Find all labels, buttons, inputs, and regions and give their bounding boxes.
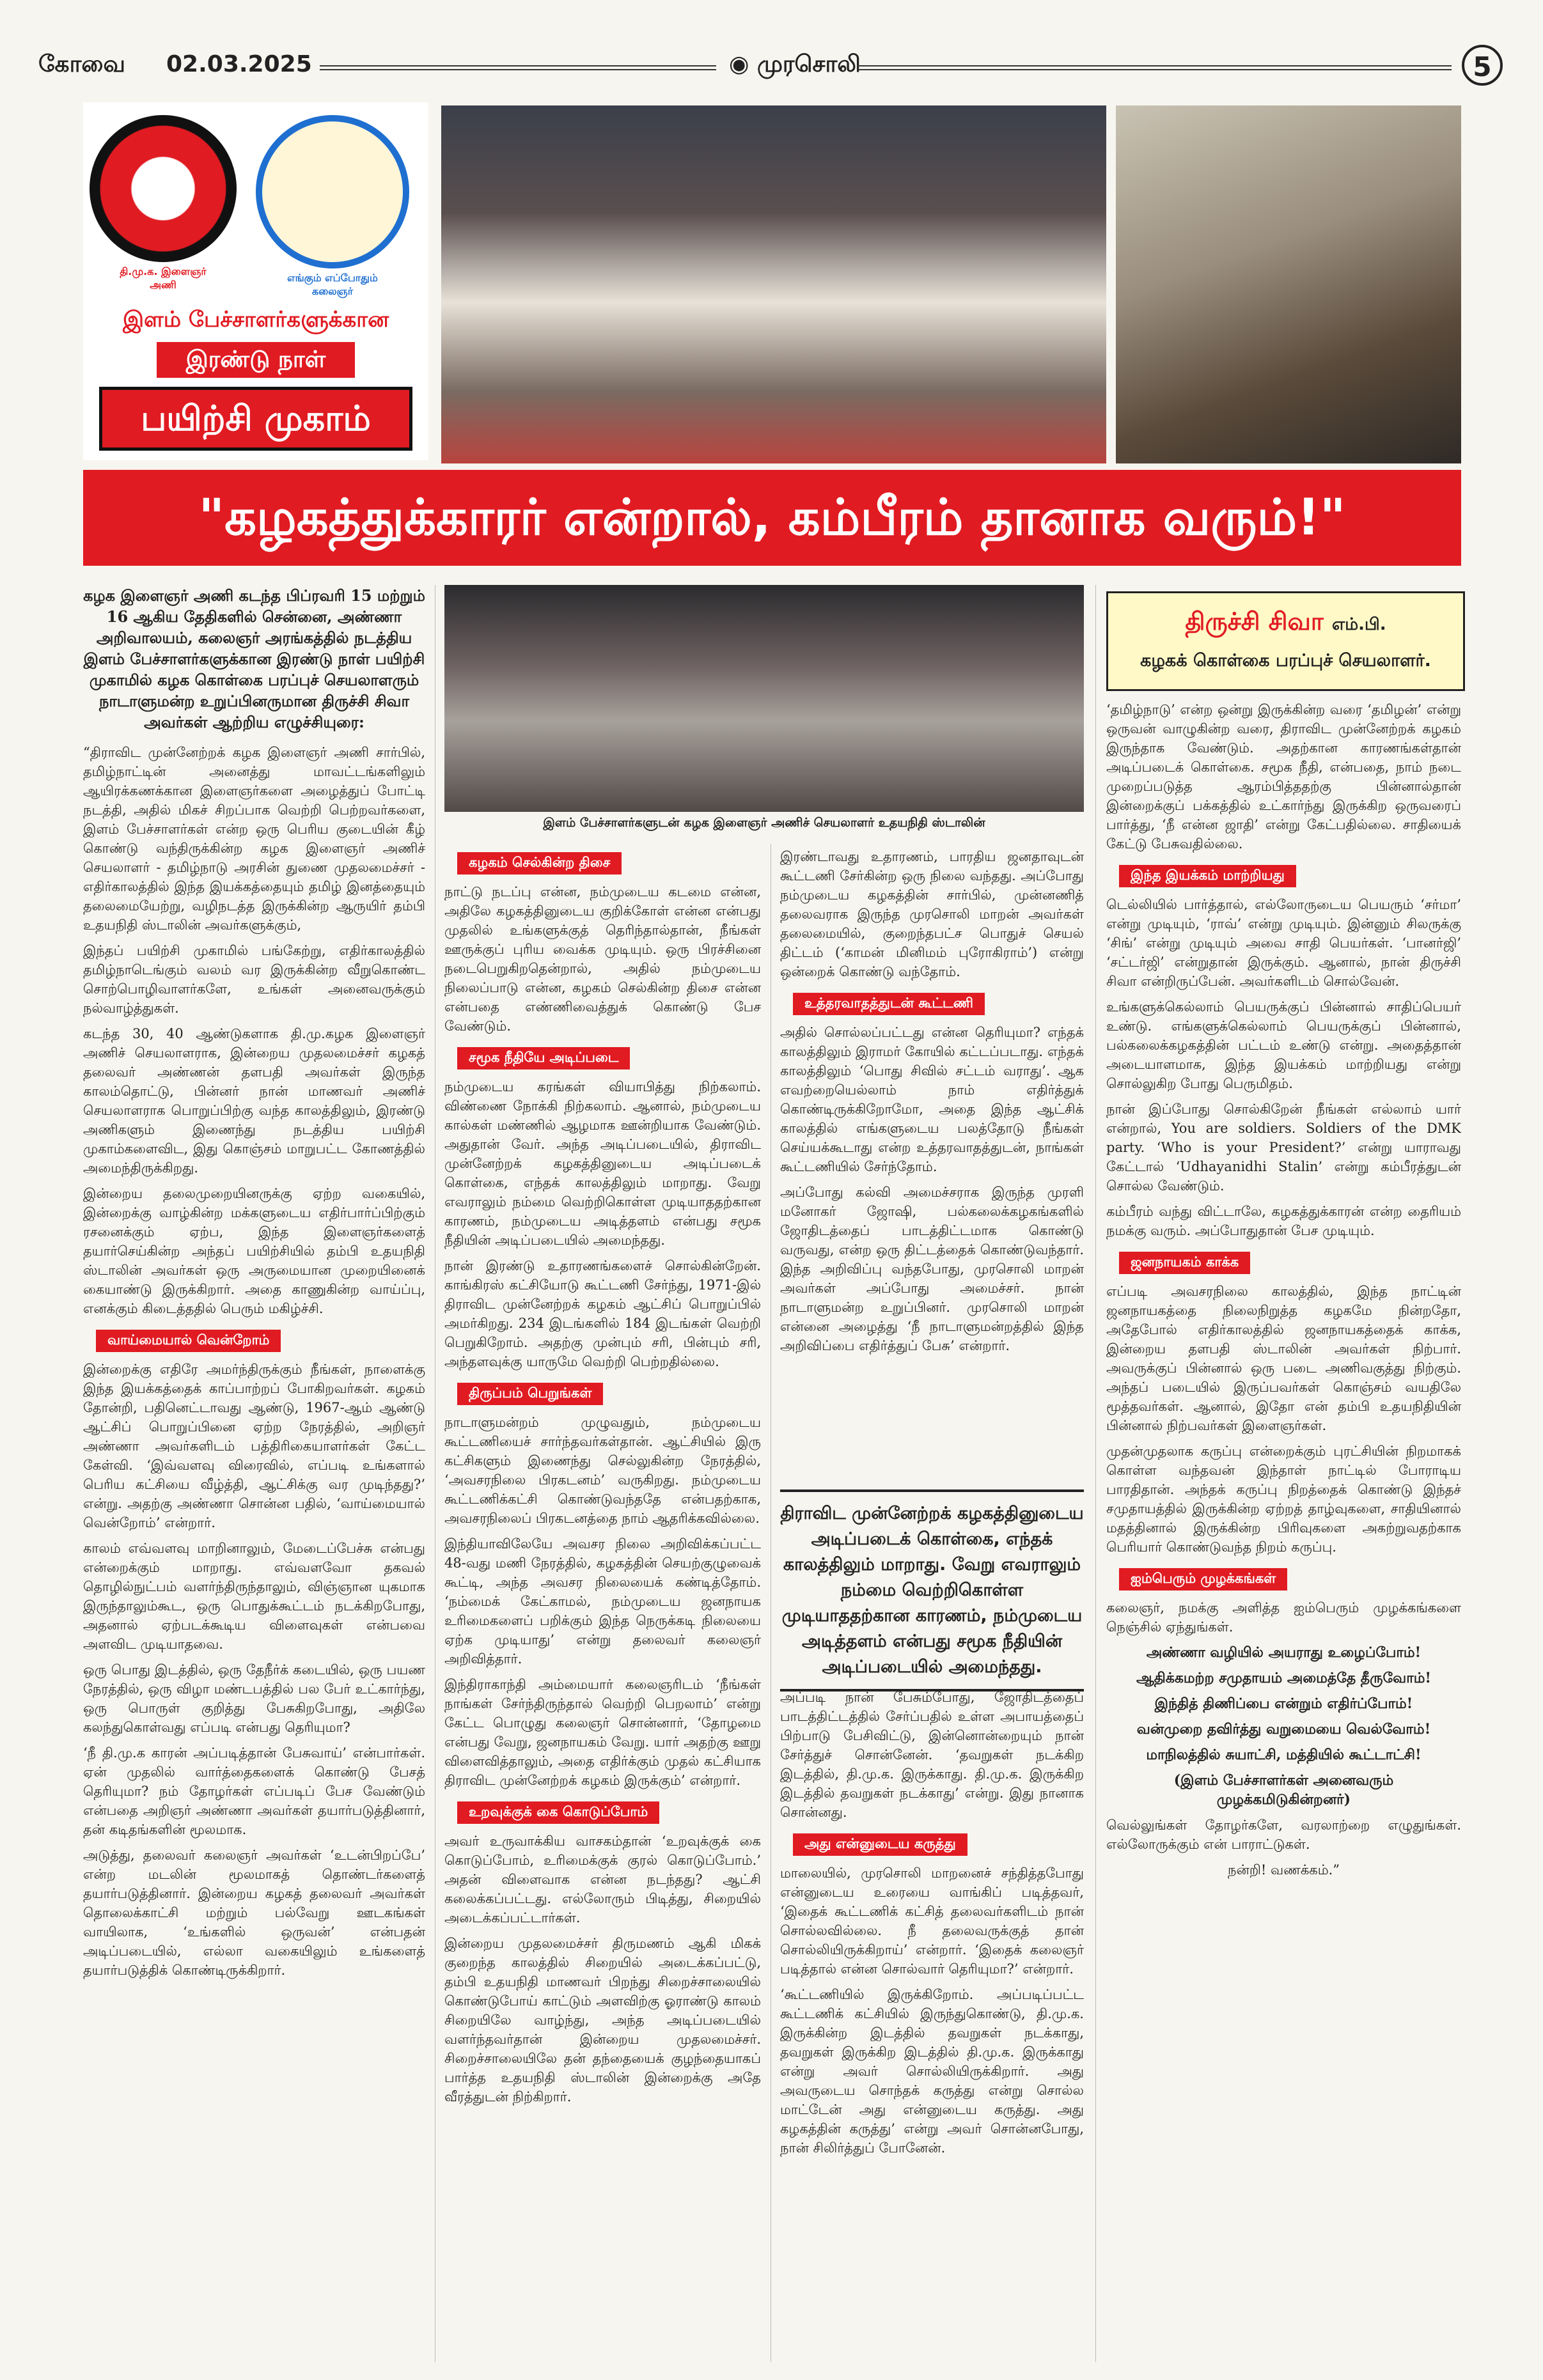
paragraph: நம்முடைய கரங்கள் வியாபித்து நிற்கலாம். விண்ணை நோக்கி நிற்கலாம். ஆனால், நம்முடைய கால்கள் மண்ணில் ஆழமாக ஊன்றியாக வேண்டும். அதுதான் வேர். அந்த அடிப்படையில், திராவிட முன்னேற்றக் கழகத்தினுடைய அடிப்படைக் கொள்கை, எந்தக் காலத்திலும் மாறாது. வேறு எவராலும் நம்மை வெற்றிகொள்ள முடியாததற்கான காரணம், நம்முடைய அடித்தளம் என்பது சமூக நீதியின் அடிப்படையில் அமைந்தது. [444, 1079, 761, 1248]
closing-line: நன்றி! வணக்கம்.” [1227, 1862, 1340, 1878]
page-number: 5 [1462, 45, 1503, 86]
paragraph: இந்தியாவிலேயே அவசர நிலை அறிவிக்கப்பட்ட 48-வது மணி நேரத்தில், கழகத்தின் செயற்குழுவைக் கூட்டி, அந்த அவசர நிலையைக் கண்டித்தோம். ‘நம்மைக் கேட்காமல், நம்முடைய ஜனநாயக உரிமைகளைப் பறிக்கும் இந்த நெருக்கடி நிலையை ஏற்க முடியாது’ என்று தலைவர் கலைஞர் அறிவித்தார். [444, 1536, 761, 1667]
paragraph: ‘தமிழ்நாடு’ என்ற ஒன்று இருக்கின்ற வரை ‘தமிழன்’ என்று ஒருவன் வாழுகின்ற வரை, திராவிட முன்னேற்றக் கழகம் இருந்தாக வேண்டும். அதற்கான காரணங்கள்தான் அடிப்படைக் கொள்கை. சமூக நீதி, என்பதை, நாம் நடை முறைப்படுத்த ஆரம்பித்ததற்கு பின்னால்தான் இன்றைக்குப் பக்கத்தில் உட்கார்ந்து இருக்கிற ஒருவரைப் பார்த்து, ‘நீ என்ன ஜாதி’ என்று கேட்பதில்லை. சாதியைக் கேட்டு பேசுவதில்லை. [1106, 702, 1461, 852]
paragraph: வெல்லுங்கள் தோழர்களே, வரலாற்றை எழுதுங்கள். எல்லோருக்கும் என் பாராட்டுகள். [1106, 1817, 1461, 1852]
header-rule-left [320, 65, 716, 70]
page-header [38, 51, 1503, 89]
header-rule-right [857, 65, 1452, 70]
pull-quote: திராவிட முன்னேற்றக் கழகத்தினுடைய அடிப்படைக் கொள்கை, எந்தக் காலத்திலும் மாறாது. வேறு எவராலும் நம்மை வெற்றிகொள்ள முடியாததற்கான காரணம், நம்முடைய அடித்தளம் என்பது சமூக நீதியின் அடிப்படையில் அமைந்தது. [780, 1489, 1084, 1692]
youth-wing-logo [90, 115, 237, 262]
promo-logo-block [83, 102, 428, 460]
edition-city: கோவை [38, 51, 125, 77]
promo-line-3: பயிற்சி முகாம் [99, 387, 412, 451]
slogan: மாநிலத்தில் சுயாட்சி, மத்தியில் கூட்டாட்சி! [1146, 1746, 1422, 1763]
headline-banner: "கழகத்துக்காரர் என்றால், கம்பீரம் தானாக வரும்!" [83, 470, 1461, 566]
paragraph: நாடாளுமன்றம் முழுவதும், நம்முடைய கூட்டணியைச் சார்ந்தவர்கள்தான். ஆட்சியில் இரு கட்சிகளும் இணைந்து செல்லுகின்ற நேரத்தில், ‘அவசரநிலை பிரகடனம்’ வருகிறது. நம்முடைய கூட்டணிக்கட்சி கொண்டுவந்ததே என்பதற்காக, அவசரநிலைப் பிரகடனத்தை நாம் ஆதரிக்கவில்லை. [444, 1415, 761, 1526]
paragraph: டெல்லியில் பார்த்தால், எல்லோருடைய பெயரும் ‘சர்மா’ என்று முடியும், ‘ராவ்’ என்று முடியும். இன்னும் சிலருக்கு ‘சிங்’ என்று முடியும் அவை சாதி பெயர்கள். ‘பானர்ஜி’ ‘சட்டர்ஜி’ என்றுதான் இருக்கும். ஆனால், நான் திருச்சி சிவா என்றிருப்பேன். அவர்களிடம் சொல்வேன். [1106, 897, 1461, 989]
slogan: ஆதிக்கமற்ற சமுதாயம் அமைத்தே தீருவோம்! [1136, 1670, 1432, 1686]
paragraph: நான் இப்போது சொல்கிறேன் நீங்கள் எல்லாம் யார் என்றால், You are soldiers. Soldiers of the DMK party. ‘Who is your President?’ என்று யாராவது கேட்டால் ‘Udhayanidhi Stalin’ என்று கம்பீரத்துடன் சொல்ல வேண்டும். [1106, 1101, 1461, 1194]
photo-training-camp-group [444, 585, 1084, 812]
edition-date: 02.03.2025 [166, 51, 312, 77]
subheading: கழகம் செல்கின்ற திசை [457, 852, 622, 875]
promo-line-1: இளம் பேச்சாளர்களுக்கான [122, 307, 389, 332]
paragraph: இன்றைய முதலமைச்சர் திருமணம் ஆகி மிகக் குறைந்த காலத்தில் சிறையில் அடைக்கப்பட்டு, தம்பி உதயநிதி மாணவர் பிறந்து சிறைச்சாலையில் கொண்டுபோய் காட்டும் அளவிற்கு ஓராண்டு காலம் சிறையிலே வாழ்ந்து, அந்த அடிப்படையில் வளர்ந்தவர்தான் இன்றைய முதலமைச்சர். சிறைச்சாலையிலே தன் தந்தையைக் குழந்தையாகப் பார்த்த உதயநிதி ஸ்டாலின் இன்றைக்கு அதே வீரத்துடன் நிற்கிறார். [444, 1936, 761, 2104]
subheading: ஜனநாயகம் காக்க [1119, 1252, 1250, 1274]
kalaignar-100-logo [256, 115, 409, 268]
article-column-4 [1106, 700, 1461, 2362]
paragraph: இரண்டாவது உதாரணம், பாரதிய ஜனதாவுடன் கூட்டணி சேர்கின்ற ஒரு நிலை வந்தது. அப்போது நம்முடைய கழகத்தின் சார்பில், முன்னணித் தலைவராக இருந்த முரசொலி மாறன் அவர்கள் தலைமையில், குறைந்தபட்ச பொதுச் செயல் திட்டம் (‘காமன் மினிமம் புரோகிராம்’) என்று ஒன்றைக் கொண்டு வந்தோம். [780, 849, 1084, 979]
paragraph: நாட்டு நடப்பு என்ன, நம்முடைய கடமை என்ன, அதிலே கழகத்தினுடைய குறிக்கோள் என்ன என்பது முதலில் உங்களுக்குத் தெரிந்தால்தான், நீங்கள் ஊருக்குப் புரிய வைக்க முடியும். ஒரு பிரச்சினை நடைபெறுகிறதென்றால், அதில் நம்முடைய நிலைப்பாடு என்ன, கழகம் செல்கின்ற திசை என்ன என்பதை எண்ணிவைத்துக் கொண்டு பேச வேண்டும். [444, 884, 761, 1034]
paragraph: அதில் சொல்லப்பட்டது என்ன தெரியுமா? எந்தக் காலத்திலும் இராமர் கோயில் கட்டப்படாது. எந்தக் காலத்திலும் ‘பொது சிவில் சட்டம் வராது’. ஆக எவற்றையெல்லாம் நாம் எதிர்த்துக் கொண்டிருக்கிறோமோ, அதை இந்த ஆட்சிக் காலத்தில் எங்களுடைய பலத்தோடு நீங்கள் செய்யக்கூடாது என்ற உத்தரவாதத்துடன், நாங்கள் கூட்டணியில் சேர்ந்தோம். [780, 1025, 1084, 1174]
paragraph: ஒரு பொது இடத்தில், ஒரு தேநீர்க் கடையில், ஒரு பயண நேரத்தில், ஒரு விழா மண்டபத்தில் பல பேர் உட்கார்ந்து, ஒரு பொருள் குறித்து பேசுகிறபோது, அதிலே கலந்துகொள்வது எப்படி என்பது தெரியுமா? [83, 1662, 425, 1735]
paragraph: “திராவிட முன்னேற்றக் கழக இளைஞர் அணி சார்பில், தமிழ்நாட்டின் அனைத்து மாவட்டங்களிலும் ஆயிரக்கணக்கான இளைஞர்களை அழைத்துப் போட்டி நடத்தி, அதில் மிகச் சிறப்பாக வெற்றி பெற்றவர்களை, இளம் பேச்சாளர்கள் என்ற ஒரு பெரிய குடையின் கீழ் கொண்டு வந்திருக்கின்ற கழக இளைஞர் அணிச் செயலாளர் - தமிழ்நாடு அரசின் துணை முதலமைச்சர் - எதிர்காலத்தில் இந்த இயக்கத்தையும் தமிழ் இனத்தையும் தலைமையேற்று, வழிநடத்த இருக்கின்ற ஆருயிர் தம்பி உதயநிதி ஸ்டாலின் அவர்களுக்கும், [83, 745, 425, 933]
paragraph: கம்பீரம் வந்து விட்டாலே, கழகத்துக்காரன் என்ற தைரியம் நமக்கு வரும். அப்போதுதான் பேச முடியும். [1106, 1204, 1461, 1238]
article-intro: கழக இளைஞர் அணி கடந்த பிப்ரவரி 15 மற்றும் 16 ஆகிய தேதிகளில் சென்னை, அண்ணா அறிவாலயம், கலைஞர் அரங்கத்தில் நடத்திய இளம் பேச்சாளர்களுக்கான இரண்டு நாள் பயிற்சி முகாமில் கழக கொள்கை பரப்புச் செயலாளரும் நாடாளுமன்ற உறுப்பினருமான திருச்சி சிவா அவர்கள் ஆற்றிய எழுச்சியுரை: [83, 586, 425, 731]
paragraph: அவர் உருவாக்கிய வாசகம்தான் ‘உறவுக்குக் கை கொடுப்போம், உரிமைக்குக் குரல் கொடுப்போம்.’ அதன் விளைவாக என்ன நடந்தது? ஆட்சி கலைக்கப்பட்டது. எல்லோரும் பிடித்து, சிறையில் அடைக்கப்பட்டார்கள். [444, 1833, 761, 1925]
paragraph: கடந்த 30, 40 ஆண்டுகளாக தி.மு.கழக இளைஞர் அணிச் செயலாளராக, இன்றைய முதலமைச்சர் கழகத் தலைவர் அண்ணன் தளபதி அவர்கள் இருந்த காலம்தொட்டு, பின்னர் நான் மாணவர் அணிச் செயலாளராக பொறுப்பிற்கு வந்த காலத்திலும், இரண்டு அணிகளும் இணைந்து நடத்திய பயிற்சி முகாம்களைவிட, இது கொஞ்சம் மாறுபட்ட கோணத்தில் அமைந்திருக்கிறது. [83, 1026, 425, 1176]
author-role: கழகக் கொள்கை பரப்புச் செயலாளர். [1140, 651, 1431, 671]
paragraph: கலைஞர், நமக்கு அளித்த ஐம்பெரும் முழக்கங்களை நெஞ்சில் ஏந்துங்கள். [1106, 1600, 1461, 1635]
column-rule-3 [1095, 585, 1096, 2362]
paragraph: இந்திராகாந்தி அம்மையார் கலைஞரிடம் ‘நீங்கள் நாங்கள் சேர்ந்திருந்தால் வெற்றி பெறலாம்’ என்று கேட்ட பொழுது கலைஞர் சொன்னார், ‘தோழமை என்பது வேறு, ஜனநாயகம் வேறு. யார் அதற்கு ஊறு விளைவித்தாலும், அதை எதிர்க்கும் முதல் கட்சியாக திராவிட முன்னேற்றக் கழகம் இருக்கும்’ என்றார். [444, 1677, 761, 1788]
article-column-2 [444, 847, 761, 2362]
photo-youth-rally [441, 105, 1106, 463]
subheading: அது என்னுடைய கருத்து [793, 1833, 967, 1856]
subheading: ஐம்பெரும் முழக்கங்கள் [1119, 1568, 1287, 1591]
paragraph: எப்படி அவசரநிலை காலத்தில், இந்த நாட்டின் ஜனநாயகத்தை நிலைநிறுத்த கழகமே நின்றதோ, அதேபோல் எதிர்காலத்தில் ஜனநாயகத்தைக் காக்க, இன்றைய தளபதி ஸ்டாலின் அவர்கள் நிற்பார். அவருக்குப் பின்னால் ஒரு படை அணிவகுத்து நிற்கும். அந்தப் படையில் இருப்பவர்கள் கொஞ்சம் வயதிலே மூத்தவர்கள். ஆனால், இதோ என் தம்பி உதயநிதியின் பின்னால் நிற்பவர்கள் இளைஞர்கள். [1106, 1284, 1461, 1433]
paragraph: அப்படி நான் பேசும்போது, ஜோதிடத்தைப் பாடத்திட்டத்தில் சேர்ப்பதில் உள்ள அபாயத்தைப் பிற்பாடு பேசிவிட்டு, இன்னொன்றையும் நான் சேர்த்துச் சொன்னேன். ‘தவறுகள் நடக்கிற இடத்தில், தி.மு.க. இருக்காது. தி.மு.க. இருக்கிற இடத்தில் தவறுகள் நடக்காது’ என்று. இது நானாக சொன்னது. [780, 1690, 1084, 1820]
paragraph: நான் இரண்டு உதாரணங்களைச் சொல்கின்றேன். காங்கிரஸ் கட்சியோடு கூட்டணி சேர்ந்து, 1971-இல் திராவிட முன்னேற்றக் கழகம் ஆட்சிப் பொறுப்பில் அமர்கிறது. 234 இடங்களில் 184 இடங்கள் வெற்றி பெறுகிறோம். அதற்கு முன்பும் சரி, பின்பும் சரி, அந்தளவுக்கு யாருமே வெற்றி பெற்றதில்லை. [444, 1258, 761, 1369]
kalaignar-logo-text: எங்கும் எப்போதும் கலைஞர் [287, 272, 378, 297]
photo-caption: இளம் பேச்சாளர்களுடன் கழக இளைஞர் அணிச் செயலாளர் உதயநிதி ஸ்டாலின் [543, 816, 985, 830]
subheading: உத்தரவாதத்துடன் கூட்டணி [793, 993, 985, 1015]
author-byline [1106, 591, 1465, 691]
youth-wing-logo-text: தி.மு.க. இளைஞர் அணி [120, 265, 207, 291]
paragraph: உங்களுக்கெல்லாம் பெயருக்குப் பின்னால் சாதிப்பெயர் உண்டு. எங்களுக்கெல்லாம் பெயருக்குப் பின்னால், பல்கலைக்கழகத்தின் பட்டம் உண்டு என்று. அதைத்தான் அடையாளமாக, இந்த இயக்கம் மாற்றியது என்று சொல்லுகிற போது பெருமிதம். [1106, 999, 1461, 1091]
subheading: வாய்மையால் வென்றோம் [96, 1330, 281, 1352]
subheading: சமூக நீதியே அடிப்படை [457, 1047, 630, 1069]
slogan-list [1106, 1643, 1461, 1809]
paragraph: இன்றைக்கு எதிரே அமர்ந்திருக்கும் நீங்கள், நாளைக்கு இந்த இயக்கத்தைக் காப்பாற்றப் போகிறவர்கள். கழகம் தோன்றி, பதினெட்டாவது ஆண்டு, 1967-ஆம் ஆண்டு ஆட்சிப் பொறுப்பினை ஏற்ற நேரத்தில், அறிஞர் அண்ணா அவர்களிடம் பத்திரிகையாளர்கள் கேட்ட கேள்வி. ‘இவ்வளவு விரைவில், எப்படி உங்களால் பெரிய கட்சியை வீழ்த்தி, ஆட்சிக்கு வர முடிந்தது?’ என்று. அதற்கு அண்ணா சொன்ன பதில், ‘வாய்மையால் வென்றோம்’ என்றார். [83, 1362, 425, 1530]
masthead [729, 51, 861, 81]
article-column-3-top [780, 847, 1084, 1480]
paragraph: அடுத்து, தலைவர் கலைஞர் அவர்கள் ‘உடன்பிறப்பே’ என்ற மடலின் மூலமாகத் தொண்டர்களைத் தயார்படுத்தினார். இன்றைய கழகத் தலைவர் அவர்கள் தொலைக்காட்சி மற்றும் பல்வேறு ஊடகங்கள் வாயிலாக, ‘உங்களில் ஒருவன்’ என்பதன் அடிப்படையில், எல்லா வகையிலும் உங்களைத் தயார்படுத்திக் கொண்டிருக்கிறார். [83, 1847, 425, 1978]
paragraph: ‘கூட்டணியில் இருக்கிறோம். அப்படிப்பட்ட கூட்டணிக் கட்சியில் இருந்துகொண்டு, தி.மு.க. இருக்கின்ற இடத்தில் தவறுகள் நடக்காது, தவறுகள் இருக்கிற இடத்தில் தி.மு.க. இருக்காது என்று அவர் சொல்லியிருக்கிறார். அது அவருடைய சொந்தக் கருத்து என்று சொல்ல மாட்டேன் அது என்னுடைய கருத்து. அது கழகத்தின் கருத்து’ என்று அவர் சொன்னபோது, நான் சிலிர்த்துப் போனேன். [780, 1987, 1084, 2156]
photo-speaker-podium [1116, 105, 1461, 463]
slogan-note: (இளம் பேச்சாளர்கள் அனைவரும் முழக்கமிடுகின்றனர்) [1173, 1772, 1394, 1808]
subheading: உறவுக்குக் கை கொடுப்போம் [457, 1801, 659, 1824]
subheading: இந்த இயக்கம் மாற்றியது [1119, 865, 1296, 887]
paragraph: முதன்முதலாக கருப்பு என்றைக்கும் புரட்சியின் நிறமாகக் கொள்ள வந்தவன் இந்தாள் நாட்டில் போராடிய பாரதிதான். அந்தக் கருப்பு நிறத்தைக் கொண்டு இந்தச் சமுதாயத்தில் இருக்கின்ற ஏற்றத் தாழ்வுகளை, சாதியினால் மதத்தினால் இருக்கின்ற பிரிவுகளை அகற்றுவதற்காக பெரியார் கொண்டுவந்த நிறம் கருப்பு. [1106, 1443, 1461, 1555]
paragraph: மாலையில், முரசொலி மாறனைச் சந்தித்தபோது என்னுடைய உரையை வாங்கிப் படித்தவர், ‘இதைக் கூட்டணிக் கட்சித் தலைவர்களிடம் நான் சொல்லவில்லை. நீ தலைவருக்குத் தான் சொல்லியிருக்கிறாய்’ என்றார். ‘இதைக் கலைஞர் படித்தால் என்ன சொல்வார் தெரியுமா?’ என்றார். [780, 1865, 1084, 1977]
paragraph: ‘நீ தி.மு.க காரன் அப்படித்தான் பேசுவாய்’ என்பார்கள். ஏன் முதலில் வார்த்தைகளைக் கொண்டு பேசத் தெரியுமா? நம் தோழர்கள் எப்படிப் பேச வேண்டும் என்பதை அறிஞர் அண்ணா அவர்கள் தயார்படுத்தினார், தன் கடிதங்களின் மூலமாக. [83, 1745, 425, 1837]
author-name: திருச்சி சிவா [1185, 607, 1324, 635]
paragraph: இன்றைய தலைமுறையினருக்கு ஏற்ற வகையில், இன்றைக்கு வாழ்கின்ற மக்களுடைய எதிர்பார்ப்பிற்கும் ரசனைக்கும் ஏற்ப, இந்த இளைஞர்களைத் தயார்செய்கின்ற அந்தப் பயிற்சியில் தம்பி உதயநிதி ஸ்டாலின் அவர்கள் ஒரு அருமையான முறையினைக் கையாண்டு இருக்கிறார். அதை காணுகின்ற வாய்ப்பு, எனக்கும் கிடைத்ததில் பெரும் மகிழ்ச்சி. [83, 1186, 425, 1316]
slogan: வன்முறை தவிர்த்து வறுமையை வெல்வோம்! [1136, 1721, 1431, 1738]
slogan: அண்ணா வழியில் அயராது உழைப்போம்! [1146, 1644, 1422, 1661]
article-column-1 [83, 585, 425, 2362]
paragraph: இந்தப் பயிற்சி முகாமில் பங்கேற்று, எதிர்காலத்தில் தமிழ்நாடெங்கும் வலம் வர இருக்கின்ற வீறுகொண்ட சொற்பொழிவாளர்களே, உங்கள் அனைவருக்கும் நல்வாழ்த்துகள். [83, 943, 425, 1016]
masthead-title: முரசொலி [756, 51, 861, 77]
slogan: இந்தித் திணிப்பை என்றும் எதிர்ப்போம்! [1154, 1695, 1413, 1712]
paragraph: அப்போது கல்வி அமைச்சராக இருந்த முரளி மனோகர் ஜோஷி, பல்கலைக்கழகங்களில் ஜோதிடத்தைப் பாடத்திட்டமாக கொண்டு வருவது, என்ற ஒரு திட்டத்தைக் கொண்டுவந்தார். இந்த அறிவிப்பு வந்தபோது, முரசொலி மாறன் அவர்கள் அப்போது அமைச்சர். நான் நாடாளுமன்ற உறுப்பினர். முரசொலி மாறன் என்னை அழைத்து ‘நீ நாடாளுமன்றத்தில் இந்த அறிவிப்பை எதிர்த்துப் பேசு’ என்றார். [780, 1185, 1084, 1353]
elephant-icon: ◉ [729, 51, 757, 77]
article-column-3-bottom [780, 1688, 1084, 2362]
promo-line-2: இரண்டு நாள் [157, 342, 355, 378]
subheading: திருப்பம் பெறுங்கள் [457, 1383, 603, 1405]
author-suffix: எம்.பி. [1331, 615, 1386, 634]
paragraph: காலம் எவ்வளவு மாறினாலும், மேடைப்பேச்சு என்பது என்றைக்கும் மாறாது. எவ்வளவோ தகவல் தொழில்நுட்பம் வளர்ந்திருந்தாலும், விஞ்ஞான யுகமாக இருந்தாலும்கூட, ஒரு பொதுக்கூட்டம் நடக்கிறபோது, அதனால் ஏற்படக்கூடிய விளைவுகள் என்பவை அளவிட முடியாதவை. [83, 1541, 425, 1652]
